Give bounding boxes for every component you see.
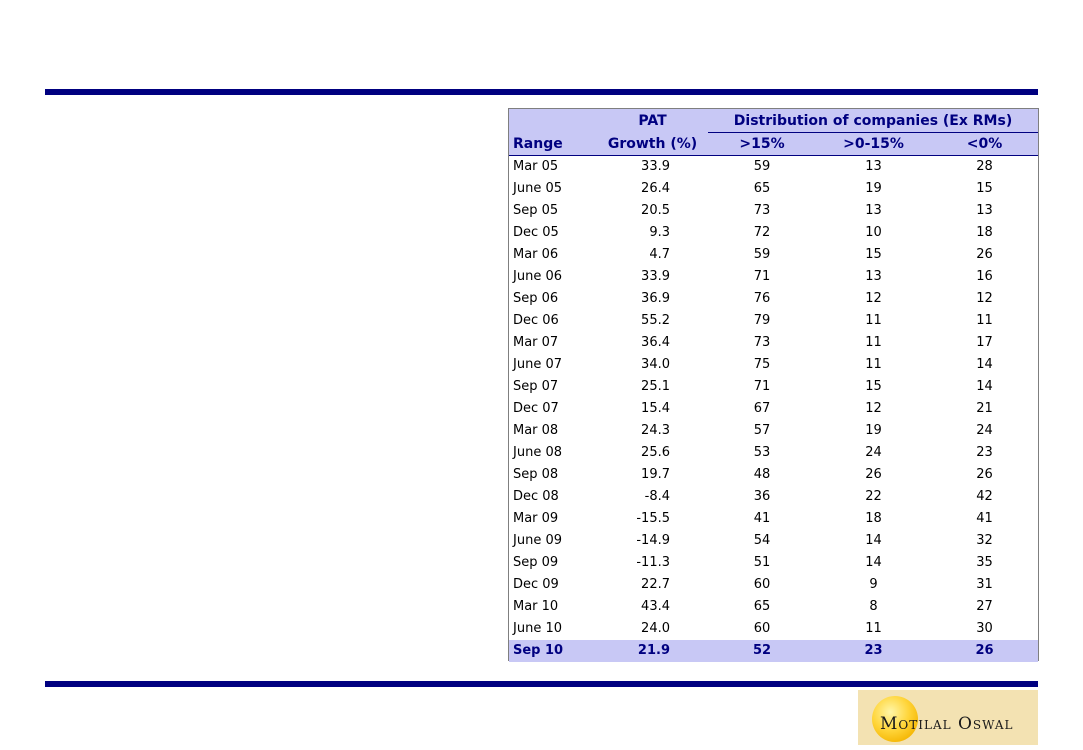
cell-gt15: 60 — [753, 577, 771, 592]
cell-mid: 13 — [865, 203, 882, 218]
cell-mid: 11 — [865, 357, 882, 372]
table-row — [509, 354, 1038, 376]
cell-lt0: 18 — [976, 225, 993, 240]
table-row — [509, 156, 1038, 179]
cell-range: Dec 07 — [513, 401, 559, 416]
cell-mid: 13 — [865, 269, 882, 284]
cell-pat-growth: 55.2 — [641, 313, 670, 328]
header-row-top — [509, 109, 1038, 133]
cell-mid: 15 — [865, 247, 882, 262]
motilal-oswal-logo — [858, 690, 1038, 745]
table-row — [509, 200, 1038, 222]
header-range: Range — [509, 133, 597, 156]
cell-mid: 12 — [865, 401, 882, 416]
table-row — [509, 376, 1038, 398]
cell-range: June 09 — [513, 533, 562, 548]
cell-gt15: 76 — [753, 291, 771, 306]
cell-gt15: 75 — [753, 357, 771, 372]
cell-mid: 11 — [865, 313, 882, 328]
cell-range: Sep 05 — [513, 203, 559, 218]
cell-range: Mar 10 — [513, 599, 559, 614]
header-pat-growth: Growth (%) — [597, 133, 708, 156]
cell-lt0: 28 — [976, 159, 993, 174]
table-row — [509, 244, 1038, 266]
header-mid: >0-15% — [816, 133, 931, 156]
cell-lt0: 16 — [976, 269, 993, 284]
table-row — [509, 332, 1038, 354]
cell-range: Mar 07 — [513, 335, 559, 350]
cell-gt15: 72 — [753, 225, 771, 240]
cell-mid: 23 — [816, 640, 931, 662]
header-gt15: >15% — [708, 133, 816, 156]
cell-range: Sep 10 — [509, 640, 597, 662]
cell-mid: 11 — [865, 621, 882, 636]
cell-lt0: 14 — [976, 379, 993, 394]
table-row — [509, 596, 1038, 618]
cell-gt15: 48 — [753, 467, 771, 482]
cell-pat-growth: -15.5 — [636, 511, 670, 526]
cell-lt0: 27 — [976, 599, 993, 614]
cell-lt0: 35 — [976, 555, 993, 570]
cell-mid: 26 — [865, 467, 882, 482]
cell-range: Dec 05 — [513, 225, 559, 240]
cell-pat-growth: 33.9 — [641, 269, 670, 284]
cell-lt0: 15 — [976, 181, 993, 196]
cell-mid: 12 — [865, 291, 882, 306]
table-row — [509, 618, 1038, 640]
cell-mid: 15 — [865, 379, 882, 394]
cell-mid: 11 — [865, 335, 882, 350]
cell-pat-growth: -11.3 — [636, 555, 670, 570]
cell-range: June 10 — [513, 621, 562, 636]
cell-lt0: 12 — [976, 291, 993, 306]
cell-pat-growth: 24.3 — [641, 423, 670, 438]
cell-gt15: 73 — [753, 335, 771, 350]
table-row — [509, 640, 1038, 662]
cell-mid: 8 — [869, 599, 878, 614]
cell-lt0: 23 — [976, 445, 993, 460]
cell-gt15: 59 — [753, 247, 771, 262]
header-distribution: Distribution of companies (Ex RMs) — [708, 109, 1038, 133]
header-pat: PAT — [597, 109, 708, 133]
cell-pat-growth: 43.4 — [641, 599, 670, 614]
table-row — [509, 464, 1038, 486]
cell-pat-growth: 24.0 — [641, 621, 670, 636]
table-row — [509, 442, 1038, 464]
cell-range: Sep 07 — [513, 379, 559, 394]
cell-range: Sep 08 — [513, 467, 559, 482]
cell-gt15: 52 — [708, 640, 816, 662]
distribution-table — [508, 108, 1039, 661]
cell-gt15: 41 — [753, 511, 771, 526]
cell-range: June 05 — [513, 181, 562, 196]
cell-mid: 19 — [865, 181, 882, 196]
cell-pat-growth: 25.6 — [641, 445, 670, 460]
logo-text: Motilal Oswal — [880, 714, 1014, 734]
table-row — [509, 398, 1038, 420]
cell-lt0: 13 — [976, 203, 993, 218]
cell-lt0: 42 — [976, 489, 993, 504]
cell-pat-growth: 21.9 — [597, 640, 708, 662]
table-row — [509, 310, 1038, 332]
table-row — [509, 530, 1038, 552]
cell-range: Mar 08 — [513, 423, 559, 438]
table-row — [509, 508, 1038, 530]
cell-lt0: 32 — [976, 533, 993, 548]
cell-gt15: 65 — [753, 181, 771, 196]
cell-lt0: 11 — [976, 313, 993, 328]
table-row — [509, 266, 1038, 288]
cell-mid: 22 — [865, 489, 882, 504]
cell-pat-growth: 20.5 — [641, 203, 670, 218]
bottom-divider — [45, 681, 1038, 687]
table-row — [509, 222, 1038, 244]
cell-gt15: 65 — [753, 599, 771, 614]
cell-lt0: 14 — [976, 357, 993, 372]
cell-pat-growth: 25.1 — [641, 379, 670, 394]
cell-pat-growth: 4.7 — [649, 247, 670, 262]
header-row-bottom — [509, 133, 1038, 156]
cell-gt15: 57 — [753, 423, 771, 438]
cell-gt15: 51 — [753, 555, 771, 570]
cell-lt0: 31 — [976, 577, 993, 592]
table-row — [509, 574, 1038, 596]
cell-lt0: 24 — [976, 423, 993, 438]
cell-range: June 06 — [513, 269, 562, 284]
header-lt0: <0% — [931, 133, 1038, 156]
cell-gt15: 79 — [753, 313, 771, 328]
cell-mid: 24 — [865, 445, 882, 460]
cell-range: Dec 08 — [513, 489, 559, 504]
table-body — [509, 156, 1038, 663]
cell-range: Sep 06 — [513, 291, 559, 306]
cell-mid: 14 — [865, 533, 882, 548]
cell-pat-growth: -14.9 — [636, 533, 670, 548]
cell-pat-growth: 34.0 — [641, 357, 670, 372]
cell-range: Sep 09 — [513, 555, 559, 570]
cell-range: June 07 — [513, 357, 562, 372]
cell-gt15: 36 — [753, 489, 771, 504]
cell-pat-growth: -8.4 — [644, 489, 670, 504]
cell-lt0: 26 — [976, 247, 993, 262]
table-row — [509, 420, 1038, 442]
cell-pat-growth: 19.7 — [641, 467, 670, 482]
cell-lt0: 21 — [976, 401, 993, 416]
cell-range: Mar 06 — [513, 247, 559, 262]
cell-mid: 9 — [869, 577, 878, 592]
cell-range: June 08 — [513, 445, 562, 460]
cell-pat-growth: 36.9 — [641, 291, 670, 306]
cell-mid: 19 — [865, 423, 882, 438]
table-row — [509, 288, 1038, 310]
table-row — [509, 486, 1038, 508]
cell-gt15: 54 — [753, 533, 771, 548]
cell-gt15: 73 — [753, 203, 771, 218]
cell-pat-growth: 26.4 — [641, 181, 670, 196]
cell-gt15: 53 — [753, 445, 771, 460]
cell-lt0: 41 — [976, 511, 993, 526]
cell-range: Mar 09 — [513, 511, 559, 526]
cell-lt0: 30 — [976, 621, 993, 636]
cell-gt15: 60 — [753, 621, 771, 636]
cell-range: Mar 05 — [513, 159, 559, 174]
cell-gt15: 71 — [753, 379, 771, 394]
cell-pat-growth: 33.9 — [641, 159, 670, 174]
cell-lt0: 26 — [976, 467, 993, 482]
header-empty — [509, 109, 597, 133]
top-divider — [45, 89, 1038, 95]
cell-gt15: 67 — [753, 401, 771, 416]
cell-range: Dec 09 — [513, 577, 559, 592]
cell-range: Dec 06 — [513, 313, 559, 328]
cell-gt15: 59 — [753, 159, 771, 174]
cell-pat-growth: 15.4 — [641, 401, 670, 416]
cell-pat-growth: 22.7 — [641, 577, 670, 592]
cell-lt0: 17 — [976, 335, 993, 350]
cell-mid: 13 — [865, 159, 882, 174]
cell-lt0: 26 — [931, 640, 1038, 662]
cell-pat-growth: 9.3 — [649, 225, 670, 240]
cell-pat-growth: 36.4 — [641, 335, 670, 350]
table-row — [509, 552, 1038, 574]
cell-mid: 14 — [865, 555, 882, 570]
cell-mid: 10 — [865, 225, 882, 240]
cell-gt15: 71 — [753, 269, 771, 284]
cell-mid: 18 — [865, 511, 882, 526]
table-row — [509, 178, 1038, 200]
